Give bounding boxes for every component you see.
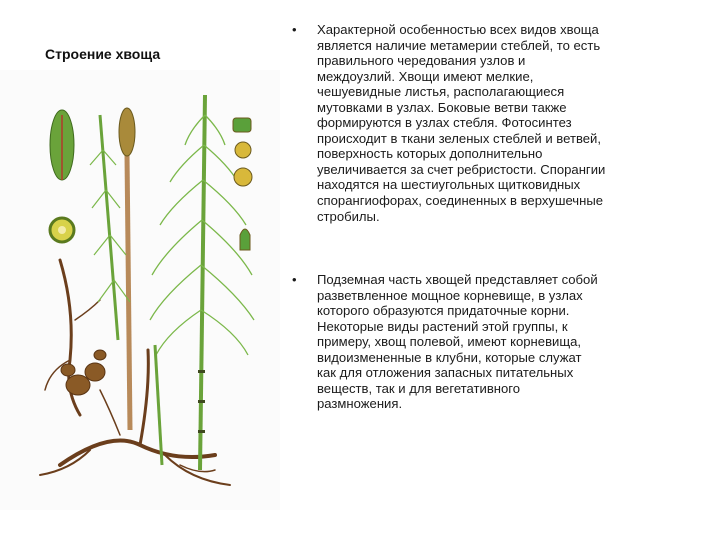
sterile-stem-third	[155, 345, 162, 465]
paragraph-rhizome	[317, 272, 702, 412]
text-line: размножения.	[317, 396, 403, 412]
text-line: правильного чередования узлов и	[317, 53, 526, 69]
text-line: Характерной особенностью всех видов хвоща	[317, 22, 599, 37]
tubers	[61, 350, 106, 395]
strobilus-details	[233, 118, 252, 250]
text-line: Подземная часть хвощей представляет собой	[317, 272, 598, 287]
horsetail-illustration	[0, 70, 280, 510]
paragraph-structure	[317, 22, 702, 224]
text-line: которого образуются придаточные корни.	[317, 303, 570, 319]
fertile-stem	[119, 108, 135, 430]
bullet-item-1	[292, 22, 702, 224]
text-line: междоузлий. Хвощи имеют мелкие,	[317, 68, 534, 84]
text-line: увеличивается за счет ребристости. Спорангии	[317, 161, 606, 177]
text-line: примеру, хвощ полевой, имеют корневища,	[317, 334, 582, 350]
bullet-marker: •	[292, 272, 297, 287]
text-line: чешуевидные листья, располагающиеся	[317, 84, 565, 100]
strobilus-section	[50, 110, 74, 180]
text-line: происходит в ткани зеленых стеблей и ветвей,	[317, 130, 601, 146]
text-line: мутовками в узлах. Боковые ветви также	[317, 99, 567, 115]
text-line: спорангиофорах, соединенных в верхушечные	[317, 193, 604, 209]
horsetail-drawing	[0, 70, 280, 510]
slide-title: Строение хвоща	[45, 46, 161, 62]
text-line: формируются в узлах стебля. Фотосинтез	[317, 115, 572, 131]
text-line: Некоторые виды растений этой группы, к	[317, 318, 568, 334]
text-line: веществ, так и для вегетативного	[317, 380, 521, 396]
text-line: находятся на шестиугольных щитковидных	[317, 177, 581, 193]
text-line: стробилы.	[317, 208, 380, 224]
bullet-item-2	[292, 272, 702, 412]
text-line: разветвленное мощное корневище, в узлах	[317, 287, 583, 303]
text-line: поверхность которых дополнительно	[317, 146, 543, 162]
text-line: как для отложения запасных питательных	[317, 365, 574, 381]
text-line: является наличие метамерии стеблей, то есть	[317, 37, 601, 53]
stem-cross-section	[50, 218, 74, 242]
text-line: видоизмененные в клубни, которые служат	[317, 349, 582, 365]
bullet-marker: •	[292, 22, 297, 37]
